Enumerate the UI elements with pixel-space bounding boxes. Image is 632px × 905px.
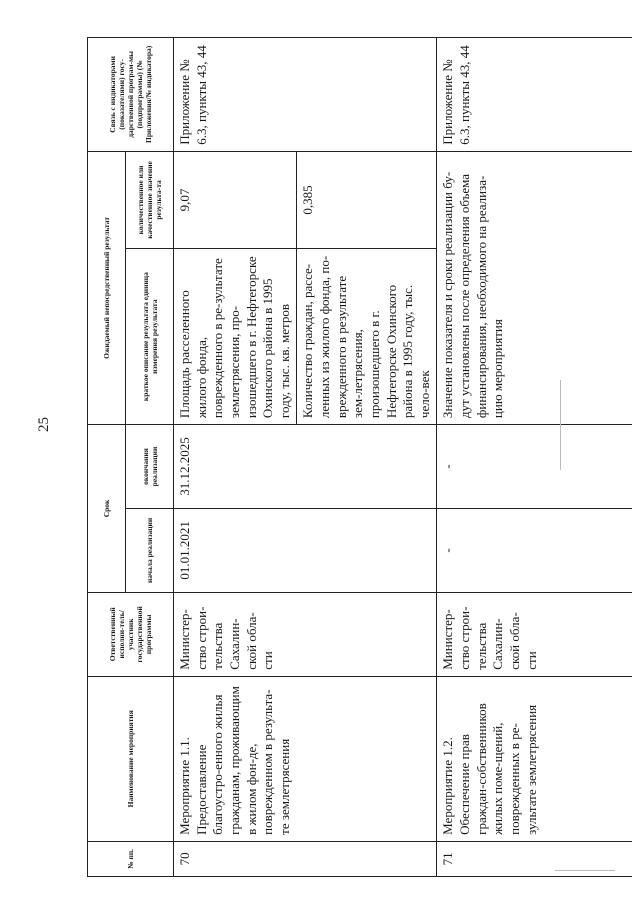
rotated-table-container (87, 37, 612, 877)
row-70-result-2-value: 0,385 (297, 151, 437, 248)
row-70-link: Приложение № 6.3, пункты 43, 44 (174, 38, 437, 152)
scan-artifact-line (560, 380, 561, 470)
row-70-no: 70 (174, 841, 437, 876)
row-71-link: Приложение № 6.3, пункты 43, 44 (437, 38, 632, 152)
row-71-end: - (437, 425, 632, 509)
row-71-name: Мероприятие 1.2. Обеспечение прав граждан-собственников жилых поме-щений, поврежденных в ре-зультате землетрясения (437, 676, 632, 841)
row-70-result-1-brief: Площадь расселенного жилого фонда, поврежденного в ре-зультате землетрясения, про-изошедшего в г. Нефтегорске Охинского района в 1995 году, тыс. кв. метров (174, 249, 297, 425)
row-71-start: - (437, 508, 632, 592)
row-71-no: 71 (437, 841, 632, 876)
row-70-result-1-value: 9,07 (174, 151, 297, 248)
header-start: начала реализации (126, 508, 174, 592)
row-70-end: 31.12.2025 (174, 425, 437, 509)
row-70-start: 01.01.2021 (174, 508, 437, 592)
activities-table (87, 37, 632, 877)
row-71-responsible: Министер-ство строи-тельства Сахалин-ской обла-сти (437, 592, 632, 676)
table-row (437, 38, 632, 877)
scan-artifact-line (555, 870, 615, 871)
table-row (174, 38, 297, 877)
header-link: Связь с индикаторами (показателями) госу-дарственной програм-мы (подпрограммы) (№ Приложения/№ индикатора) (88, 38, 174, 152)
header-end: окончания реализации (126, 425, 174, 509)
header-term: Срок (88, 425, 126, 593)
header-name: Наименование мероприятия (88, 676, 174, 841)
header-no: № пп. (88, 841, 174, 876)
row-70-result-2-brief: Количество граждан, рассе-ленных из жилого фонда, по-врежденного в результате зем-летрясения, произошедшего в г. Нефтегорске Охинского района в 1995 году, тыс. чело-век (297, 249, 437, 425)
header-responsible: Ответственный исполни-тель/участник государственной программы (88, 592, 174, 676)
header-brief: краткое описание результата единица измерения результата (126, 249, 174, 425)
row-70-name: Мероприятие 1.1. Предоставление благоустро-енного жилья гражданам, проживающим в жилом фон-де, поврежденном в результа-те землетрясения (174, 676, 437, 841)
header-value: количественное или качественное значение результа-та (126, 151, 174, 248)
row-71-merged-result: Значение показателя и сроки реализации бу-дут установлены после определения объема финансирования, необходимого на реализа-цию мероприятия (437, 151, 632, 424)
row-70-responsible: Министер-ство строи-тельства Сахалин-ской обла-сти (174, 592, 437, 676)
header-expected: Ожидаемый непосредственный результат (88, 151, 126, 424)
page-number: 25 (36, 417, 52, 432)
